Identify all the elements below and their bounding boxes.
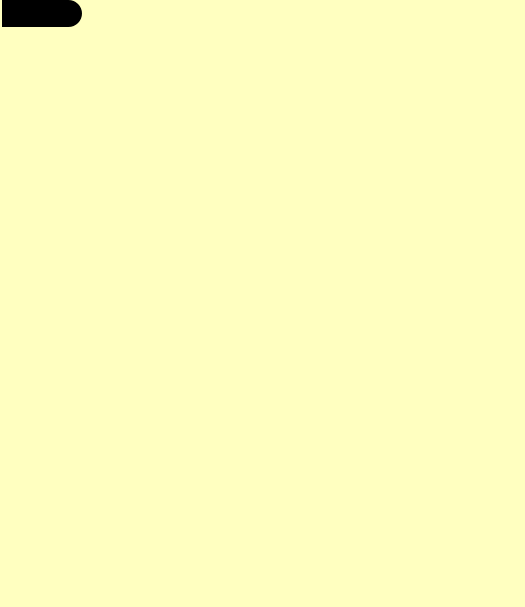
redacted-player-name xyxy=(2,0,82,27)
